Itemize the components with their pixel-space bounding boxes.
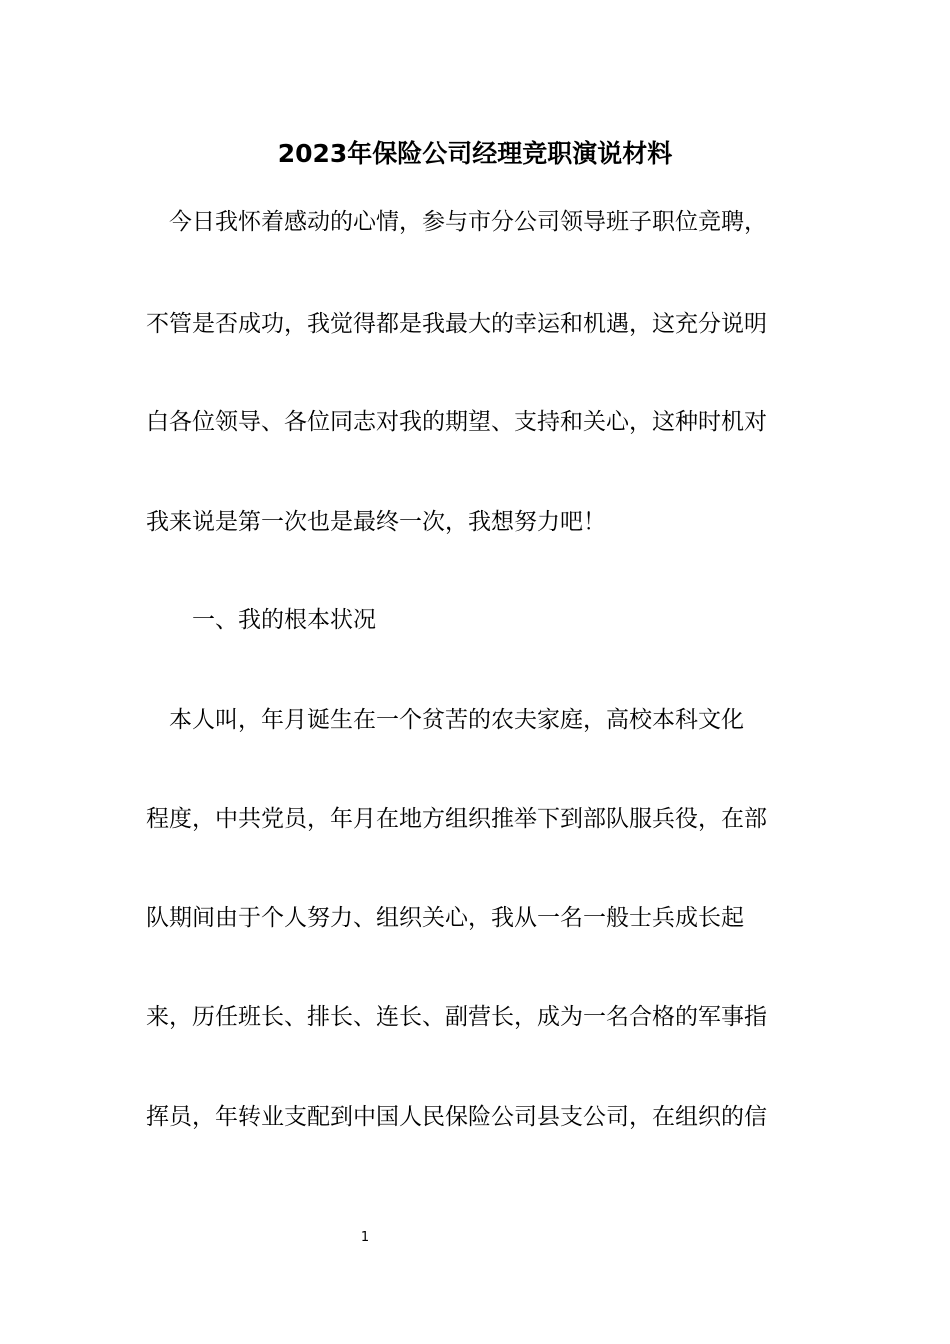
page-number: 1 xyxy=(360,1230,370,1245)
section-heading: 一、我的根本状况 xyxy=(146,607,376,633)
body-line-10: 挥员，年转业支配到中国人民保险公司县支公司，在组织的信 xyxy=(146,1104,767,1130)
body-line-7: 程度，中共党员，年月在地方组织推举下到部队服兵役，在部 xyxy=(146,806,767,832)
body-line-9: 来，历任班长、排长、连长、副营长，成为一名合格的军事指 xyxy=(146,1004,767,1030)
body-line-2: 不管是否成功，我觉得都是我最大的幸运和机遇，这充分说明 xyxy=(146,311,767,337)
body-line-4: 我来说是第一次也是最终一次，我想努力吧！ xyxy=(146,509,606,535)
body-line-8: 队期间由于个人努力、组织关心，我从一名一般士兵成长起 xyxy=(146,905,744,931)
body-line-6: 本人叫，年月诞生在一个贫苦的农夫家庭，高校本科文化 xyxy=(146,707,744,733)
body-line-3: 白各位领导、各位同志对我的期望、支持和关心，这种时机对 xyxy=(146,409,767,435)
body-line-1: 今日我怀着感动的心情，参与市分公司领导班子职位竞聘， xyxy=(146,209,767,235)
document-title: 2023年保险公司经理竞职演说材料 xyxy=(277,139,673,168)
